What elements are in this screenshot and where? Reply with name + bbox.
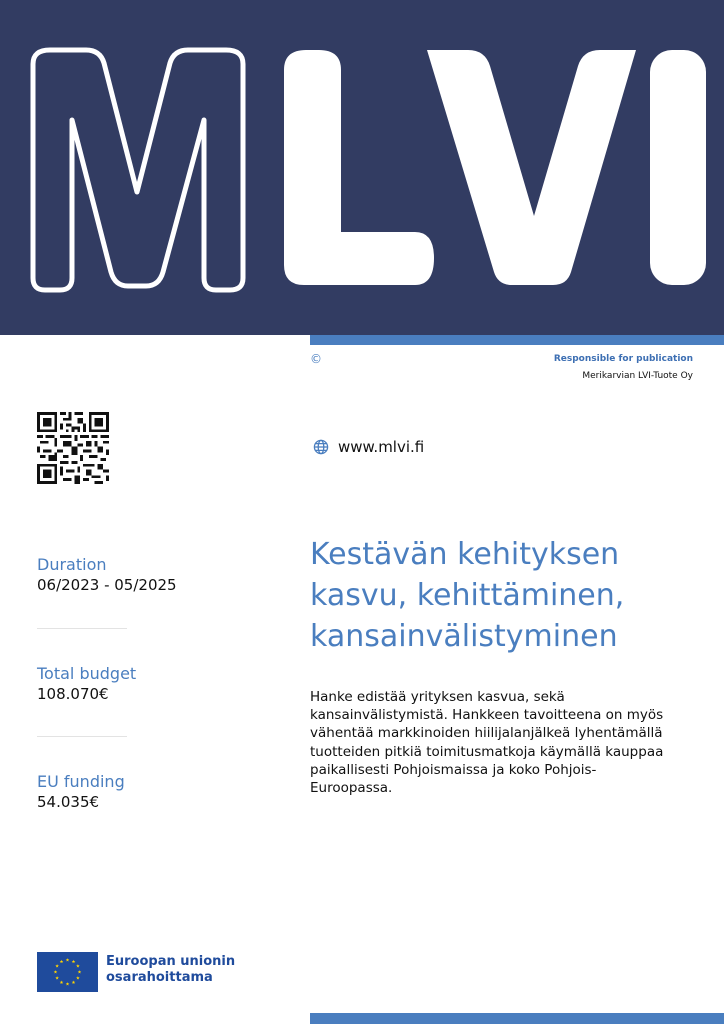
eu-cofunding-label <box>106 954 235 986</box>
eu-text-line: Euroopan unionin <box>106 954 236 969</box>
website-link[interactable]: www.mlvi.fi <box>338 438 425 456</box>
description-line: kansainvälistymistä. Hankkeen tavoitteena on myös <box>310 707 664 724</box>
headline-line: Kestävän kehityksen <box>310 537 620 572</box>
description-line: Euroopassa. <box>310 780 393 797</box>
headline-line: kasvu, kehittäminen, <box>310 578 625 613</box>
logo-banner <box>0 0 724 335</box>
globe-icon <box>313 439 329 455</box>
eu-funding-value: 54.035€ <box>37 793 100 811</box>
page-title <box>310 534 710 657</box>
responsible-label: Responsible for publication <box>553 354 693 364</box>
budget-label: Total budget <box>37 664 137 683</box>
description-line: paikallisesti Pohjoismaissa ja koko Pohjois- <box>310 761 597 778</box>
qr-code-icon[interactable] <box>37 412 109 484</box>
description-line: vähentää markkinoiden hiilijalanjälkeä lyhentämällä <box>310 725 663 742</box>
accent-bar <box>310 335 724 345</box>
description-line: Hanke edistää yrityksen kasvua, sekä <box>310 689 565 705</box>
mlvi-logo <box>0 0 724 335</box>
eu-flag-icon <box>37 952 98 992</box>
budget-value: 108.070€ <box>37 685 109 703</box>
bottom-accent-bar <box>310 1013 724 1024</box>
headline-line: kansainvälistyminen <box>310 619 618 654</box>
eu-funding-block <box>37 772 277 812</box>
description-line: tuotteiden pitkiä toimitusmatkoja käymällä kauppaa <box>310 743 664 760</box>
eu-funding-label: EU funding <box>37 772 125 791</box>
project-description <box>310 688 705 797</box>
duration-value: 06/2023 - 05/2025 <box>37 576 177 594</box>
duration-block <box>37 555 277 595</box>
divider <box>37 628 127 629</box>
copyright-symbol: © <box>310 352 322 366</box>
duration-label: Duration <box>37 555 107 574</box>
eu-text-line: osarahoittama <box>106 970 213 985</box>
mlvi-logo-mark <box>33 50 706 290</box>
budget-block <box>37 664 277 704</box>
divider <box>37 736 127 737</box>
company-name: Merikarvian LVI-Tuote Oy <box>582 371 693 381</box>
